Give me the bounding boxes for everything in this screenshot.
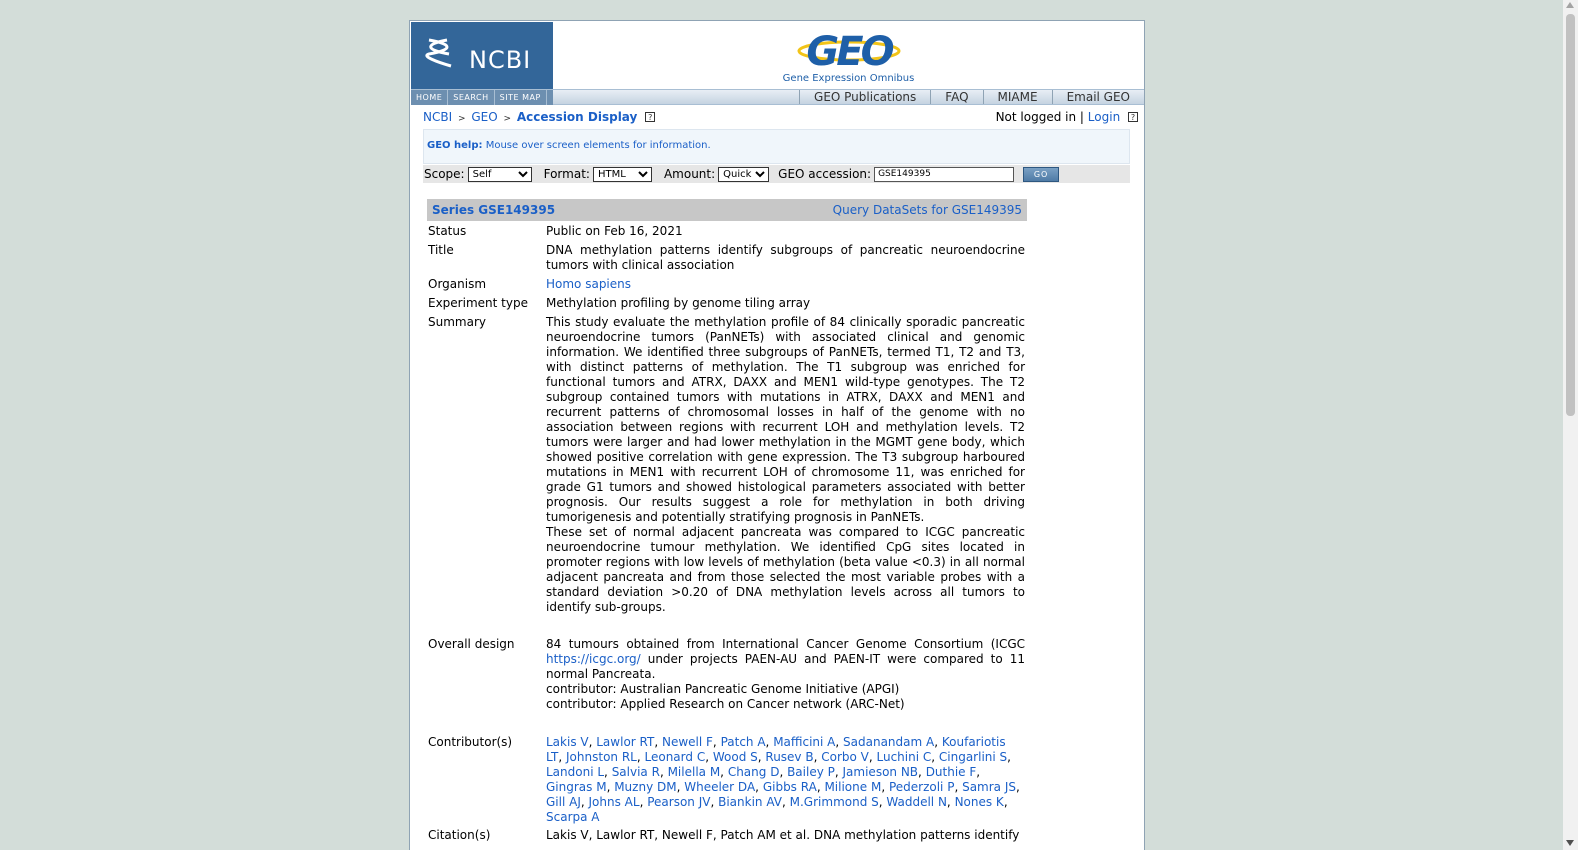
geo-help-label: GEO help: bbox=[427, 140, 483, 151]
geo-wordmark: GEO bbox=[805, 28, 892, 71]
contributor-link[interactable]: M.Grimmond S bbox=[789, 795, 879, 809]
design-contributor: contributor: Australian Pancreatic Genome Initiative (APGI) bbox=[546, 682, 900, 696]
contributor-link[interactable]: Nones K bbox=[954, 795, 1004, 809]
detail-row-summary bbox=[428, 315, 1028, 637]
dna-helix-icon bbox=[423, 36, 459, 76]
detail-value: DNA methylation patterns identify subgroups of pancreatic neuroendocrine tumors with clinical association bbox=[546, 243, 1025, 272]
detail-row-organism bbox=[428, 277, 1028, 296]
design-text: under projects PAEN-AU and PAEN-IT were compared to 11 normal Pancreata. bbox=[546, 652, 1025, 681]
detail-key: Contributor(s) bbox=[428, 735, 513, 749]
scope-select[interactable] bbox=[468, 167, 532, 182]
detail-key: Summary bbox=[428, 315, 486, 329]
contributor-link[interactable]: Sadanandam A bbox=[843, 735, 935, 749]
detail-key: Title bbox=[428, 243, 454, 257]
detail-row-status bbox=[428, 224, 1028, 243]
contributor-link[interactable]: Cingarlini S bbox=[938, 750, 1008, 764]
organism-link[interactable]: Homo sapiens bbox=[546, 277, 632, 291]
login-divider: | bbox=[1079, 110, 1084, 124]
login-status: Not logged in bbox=[995, 110, 1077, 124]
login-link[interactable]: Login bbox=[1087, 110, 1121, 124]
breadcrumb-separator: > bbox=[503, 114, 512, 124]
icgc-link[interactable]: https://icgc.org/ bbox=[546, 652, 641, 666]
contributor-link[interactable]: Pearson JV bbox=[647, 795, 711, 809]
contributor-link[interactable]: Milione M bbox=[824, 780, 882, 794]
format-select[interactable] bbox=[593, 167, 652, 182]
contributor-link[interactable]: Johnston RL bbox=[566, 750, 637, 764]
detail-row-experiment-type bbox=[428, 296, 1028, 315]
design-contributor: contributor: Applied Research on Cancer network (ARC-Net) bbox=[546, 697, 905, 711]
contributor-link[interactable]: Chang D bbox=[727, 765, 780, 779]
contributor-link[interactable]: Landoni L bbox=[546, 765, 605, 779]
page-frame bbox=[409, 20, 1145, 850]
citation-text: Lakis V, Lawlor RT, Newell F, Patch AM et al. DNA methylation patterns identify bbox=[546, 828, 1020, 842]
contributor-link[interactable]: Pederzoli P bbox=[888, 780, 955, 794]
ncbi-nav-home[interactable]: HOME bbox=[411, 90, 448, 105]
summary-paragraph: This study evaluate the methylation profile of 84 clinically sporadic pancreatic neuroendocrine tumors (PanNETs) with associated clinical and genomic information. We identified three subgroups of PanNETs, termed T1, T2 and T3, with distinct patterns of methylation. The T1 subgroup was enriched for functional tumors and ATRX, DAXX and MEN1 wild-type genotypes. The T2 subgroup contained tumors with mutations in ATRX, DAXX and MEN1 and recurrent patterns of chromosomal losses in half of the genome with no association between regions with recurrent LOH and methylation levels. T2 tumors were larger and had lower methylation in the MGMT gene body, which showed positive correlation with gene expression. The T3 subgroup harboured mutations in MEN1 with recurrent LOH of chromosome 11, was enriched for grade G1 tumors and showed histological parameters associated with better prognosis. Our results suggest a role for methylation in both driving tumorigenesis and potentially stratifying prognosis in PanNETs. bbox=[546, 315, 1025, 524]
contributor-link[interactable]: Lawlor RT bbox=[596, 735, 655, 749]
detail-value: Methylation profiling by genome tiling array bbox=[546, 296, 811, 310]
contributor-link[interactable]: Patch A bbox=[720, 735, 766, 749]
contributor-link[interactable]: Lakis V bbox=[546, 735, 589, 749]
scroll-thumb[interactable] bbox=[1566, 14, 1575, 416]
contributor-link[interactable]: Duthie F bbox=[925, 765, 977, 779]
detail-row-citations bbox=[428, 828, 1028, 843]
accession-label: GEO accession: bbox=[778, 167, 872, 181]
contributor-list: Lakis V, Lawlor RT, Newell F, Patch A, Mafficini A, Sadanandam A, Koufariotis LT, Johnston RL, Leonard C, Wood S, Rusev B, Corbo V, Luchini C, Cingarlini S, Landoni L, Salvia R, Milella M, Chang D, Bailey P, Jamieson NB, Duthie F, Gingras M, Muzny DM, Wheeler DA, Gibbs RA, Milione M, Pederzoli P, Samra JS, Gill AJ, Johns AL, Pearson JV, Biankin AV, M.Grimmond S, Waddell N, Nones K, Scarpa A bbox=[546, 735, 1020, 824]
breadcrumb bbox=[423, 110, 655, 124]
geo-nav-publications[interactable]: GEO Publications bbox=[799, 90, 930, 104]
contributor-link[interactable]: Rusev B bbox=[765, 750, 814, 764]
accession-input[interactable] bbox=[874, 167, 1014, 182]
contributor-link[interactable]: Wheeler DA bbox=[684, 780, 756, 794]
geo-logo-icon bbox=[794, 27, 904, 71]
breadcrumb-geo[interactable]: GEO bbox=[471, 110, 498, 124]
geo-nav-email[interactable]: Email GEO bbox=[1052, 90, 1144, 104]
contributor-link[interactable]: Waddell N bbox=[886, 795, 947, 809]
breadcrumb-separator: > bbox=[457, 114, 466, 124]
ncbi-nav-search[interactable]: SEARCH bbox=[448, 90, 494, 105]
ncbi-logo[interactable] bbox=[411, 22, 553, 89]
scope-label: Scope: bbox=[424, 167, 465, 181]
detail-value: Public on Feb 16, 2021 bbox=[546, 224, 683, 238]
detail-key: Citation(s) bbox=[428, 828, 491, 842]
contributor-link[interactable]: Gill AJ bbox=[546, 795, 581, 809]
ncbi-nav bbox=[411, 89, 553, 105]
detail-key: Overall design bbox=[428, 637, 515, 651]
contributor-link[interactable]: Leonard C bbox=[644, 750, 706, 764]
contributor-link[interactable]: Johns AL bbox=[588, 795, 640, 809]
scroll-up-arrow-icon[interactable] bbox=[1566, 2, 1574, 8]
detail-key: Status bbox=[428, 224, 467, 238]
contributor-link[interactable]: Samra JS bbox=[962, 780, 1016, 794]
contributor-link[interactable]: Gibbs RA bbox=[762, 780, 817, 794]
geo-logo[interactable] bbox=[553, 21, 1144, 89]
series-details bbox=[428, 224, 1028, 843]
contributor-link[interactable]: Muzny DM bbox=[614, 780, 677, 794]
contributor-link[interactable]: Gingras M bbox=[546, 780, 607, 794]
contributor-link[interactable]: Jamieson NB bbox=[842, 765, 919, 779]
ncbi-nav-site-map[interactable]: SITE MAP bbox=[495, 90, 547, 105]
contributor-link[interactable]: Scarpa A bbox=[546, 810, 600, 824]
geo-help-box bbox=[423, 129, 1130, 164]
contributor-link[interactable]: Luchini C bbox=[876, 750, 932, 764]
detail-key: Experiment type bbox=[428, 296, 528, 310]
geo-nav-miame[interactable]: MIAME bbox=[983, 90, 1052, 104]
detail-row-title bbox=[428, 243, 1028, 277]
contributor-link[interactable]: Milella M bbox=[667, 765, 721, 779]
contributor-link[interactable]: Bailey P bbox=[787, 765, 835, 779]
contributor-link[interactable]: Wood S bbox=[712, 750, 758, 764]
contributor-link[interactable]: Newell F bbox=[661, 735, 713, 749]
series-title: Series GSE149395 bbox=[432, 203, 556, 217]
detail-row-overall-design bbox=[428, 637, 1028, 735]
geo-help-text: Mouse over screen elements for information. bbox=[482, 140, 711, 151]
design-text: 84 tumours obtained from International Cancer Genome Consortium (ICGC bbox=[546, 637, 1025, 651]
geo-nav bbox=[553, 89, 1144, 105]
help-icon[interactable]: ? bbox=[1128, 112, 1138, 122]
page-scrollbar[interactable] bbox=[1563, 0, 1578, 850]
contributor-link[interactable]: Mafficini A bbox=[773, 735, 836, 749]
contributor-link[interactable]: Salvia R bbox=[611, 765, 660, 779]
breadcrumb-current: Accession Display bbox=[516, 110, 638, 124]
breadcrumb-ncbi[interactable]: NCBI bbox=[423, 110, 453, 124]
query-bar bbox=[423, 165, 1130, 183]
help-icon[interactable]: ? bbox=[645, 112, 655, 122]
go-button[interactable]: GO bbox=[1023, 167, 1059, 182]
amount-select[interactable] bbox=[718, 167, 769, 182]
scroll-down-arrow-icon[interactable] bbox=[1566, 840, 1574, 846]
amount-label: Amount: bbox=[663, 167, 716, 181]
ncbi-wordmark: NCBI bbox=[469, 45, 532, 74]
series-header bbox=[427, 199, 1027, 221]
geo-nav-faq[interactable]: FAQ bbox=[930, 90, 982, 104]
query-datasets-link[interactable]: Query DataSets for GSE149395 bbox=[832, 203, 1022, 217]
format-label: Format: bbox=[543, 167, 590, 181]
summary-paragraph: These set of normal adjacent pancreata was compared to ICGC pancreatic neuroendocrine tumour methylation. We identified CpG sites located in promoter regions with low levels of methylation (beta value <0.3) in all normal adjacent pancreata and from those selected the most variable probes with a standard deviation >0.20 of DNA methylation levels across all tumors to identify sub-groups. bbox=[546, 525, 1025, 614]
detail-key: Organism bbox=[428, 277, 487, 291]
contributor-link[interactable]: Corbo V bbox=[821, 750, 869, 764]
contributor-link[interactable]: Biankin AV bbox=[718, 795, 782, 809]
detail-row-contributors bbox=[428, 735, 1028, 828]
geo-subtitle: Gene Expression Omnibus bbox=[782, 72, 915, 84]
login-bar bbox=[996, 110, 1138, 124]
contributor-link[interactable]: Koufariotis LT bbox=[546, 735, 1006, 764]
